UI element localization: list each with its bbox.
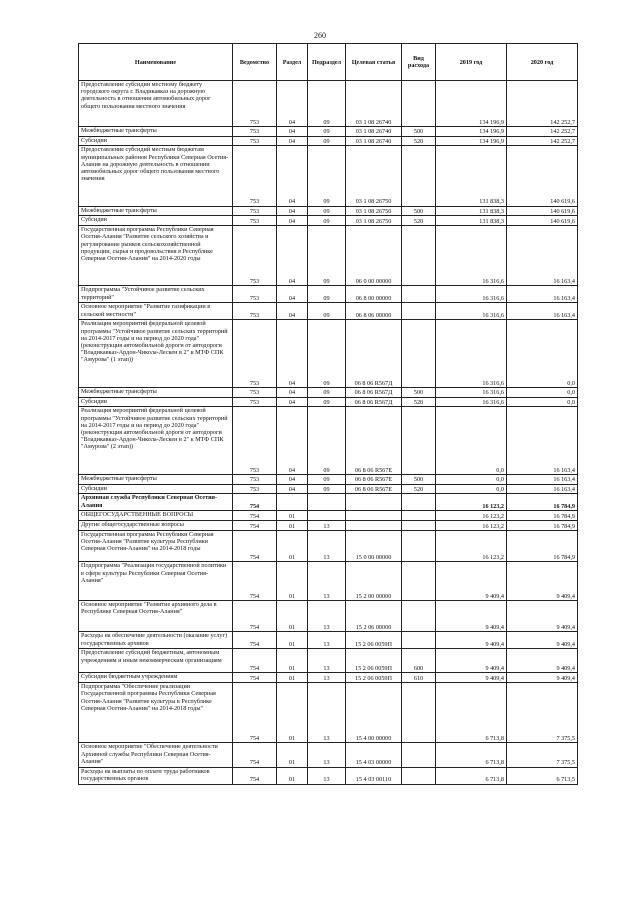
cell-amount-2019: 134 196,9: [436, 81, 507, 127]
column-header-subsection: Подраздел: [308, 44, 346, 81]
cell-amount-2020: 16 163,4: [507, 484, 578, 494]
cell-name: Подпрограмма "Обеспечение реализации Государственной программы Республики Северная Осетия-Алания "Развитие культуры в Республике Северная Осетия-Алания" на 2014-2018 годы": [79, 683, 233, 743]
cell-department: 754: [233, 494, 277, 511]
cell-target-article: 03 1 08 26740: [346, 126, 402, 136]
cell-section: 04: [277, 474, 308, 484]
column-header-department: Ведомство: [233, 44, 277, 81]
table-row: [79, 320, 578, 387]
cell-amount-2020: 9 409,4: [507, 562, 578, 601]
cell-subsection: 13: [308, 673, 346, 683]
table-row: [79, 562, 578, 601]
cell-name: ОБЩЕГОСУДАРСТВЕННЫЕ ВОПРОСЫ: [79, 511, 233, 521]
column-header-target-article: Целевая статья: [346, 44, 402, 81]
cell-name: Субсидии: [79, 484, 233, 494]
cell-subsection: 09: [308, 126, 346, 136]
cell-department: 753: [233, 303, 277, 320]
cell-department: 753: [233, 206, 277, 216]
cell-target-article: 06 8 06 R567Е: [346, 484, 402, 494]
cell-department: 753: [233, 136, 277, 146]
cell-section: 01: [277, 683, 308, 743]
cell-target-article: 06 8 06 R567Д: [346, 387, 402, 397]
cell-expense-type: 500: [402, 474, 436, 484]
cell-target-article: 03 1 08 26750: [346, 146, 402, 206]
cell-subsection: 09: [308, 136, 346, 146]
cell-subsection: 13: [308, 683, 346, 743]
cell-department: 754: [233, 632, 277, 649]
cell-amount-2020: 16 163,4: [507, 226, 578, 286]
table-header-row: [79, 44, 578, 81]
cell-amount-2019: 6 713,8: [436, 767, 507, 784]
table-row: [79, 407, 578, 474]
cell-expense-type: [402, 600, 436, 631]
cell-amount-2020: 0,0: [507, 387, 578, 397]
cell-department: 754: [233, 683, 277, 743]
cell-section: 04: [277, 484, 308, 494]
table-row: [79, 303, 578, 320]
cell-name: Подпрограмма "Реализация государственной политики в сфере культуры Республики Северная Осетия-Алания": [79, 562, 233, 601]
cell-amount-2019: 9 409,4: [436, 562, 507, 601]
cell-department: 754: [233, 649, 277, 673]
cell-department: 754: [233, 521, 277, 531]
cell-amount-2020: 16 163,4: [507, 303, 578, 320]
cell-target-article: 15 0 00 00000: [346, 530, 402, 561]
cell-section: 04: [277, 206, 308, 216]
cell-amount-2019: 16 316,6: [436, 320, 507, 387]
cell-target-article: 06 8 06 R567Е: [346, 407, 402, 474]
cell-target-article: 06 8 06 R567Д: [346, 320, 402, 387]
cell-subsection: 09: [308, 397, 346, 407]
cell-name: Субсидии: [79, 136, 233, 146]
cell-department: 753: [233, 216, 277, 226]
cell-name: Межбюджетные трансферты: [79, 387, 233, 397]
cell-department: 754: [233, 673, 277, 683]
cell-expense-type: [402, 494, 436, 511]
cell-target-article: 03 1 08 26740: [346, 136, 402, 146]
cell-amount-2019: 131 838,3: [436, 216, 507, 226]
cell-target-article: [346, 494, 402, 511]
cell-target-article: 06 8 06 R567Д: [346, 397, 402, 407]
cell-expense-type: 520: [402, 136, 436, 146]
cell-amount-2019: 16 316,6: [436, 303, 507, 320]
cell-name: Государственная программа Республики Северная Осетия-Алания "Развитие сельского хозяйства и регулирование рынков сельскохозяйственной продукции, сырья и продовольствия в Республике Северная Осетия-Алания" на 2014-2020 годы: [79, 226, 233, 286]
cell-subsection: 09: [308, 286, 346, 303]
cell-expense-type: [402, 81, 436, 127]
cell-expense-type: [402, 683, 436, 743]
column-header-year-2020: 2020 год: [507, 44, 578, 81]
cell-target-article: [346, 511, 402, 521]
cell-amount-2020: 9 409,4: [507, 649, 578, 673]
cell-department: 754: [233, 600, 277, 631]
cell-section: 01: [277, 511, 308, 521]
cell-section: 01: [277, 673, 308, 683]
cell-expense-type: [402, 407, 436, 474]
cell-expense-type: 500: [402, 206, 436, 216]
table-row: [79, 286, 578, 303]
cell-section: 04: [277, 136, 308, 146]
cell-amount-2020: 16 784,9: [507, 521, 578, 531]
cell-subsection: 09: [308, 387, 346, 397]
cell-target-article: 06 8 06 00000: [346, 303, 402, 320]
cell-section: 01: [277, 632, 308, 649]
column-header-section: Раздел: [277, 44, 308, 81]
table-row: [79, 632, 578, 649]
table-row: [79, 387, 578, 397]
cell-name: Субсидии: [79, 216, 233, 226]
cell-department: 754: [233, 767, 277, 784]
cell-amount-2020: 16 784,9: [507, 530, 578, 561]
cell-amount-2020: 9 409,4: [507, 632, 578, 649]
cell-amount-2020: 142 252,7: [507, 136, 578, 146]
column-header-year-2019: 2019 год: [436, 44, 507, 81]
table-row: [79, 673, 578, 683]
cell-amount-2020: 7 375,5: [507, 743, 578, 767]
cell-amount-2019: 16 316,6: [436, 387, 507, 397]
cell-expense-type: 610: [402, 673, 436, 683]
cell-amount-2019: 131 838,3: [436, 206, 507, 216]
cell-amount-2020: 16 784,9: [507, 511, 578, 521]
cell-department: 754: [233, 511, 277, 521]
cell-amount-2020: 142 252,7: [507, 81, 578, 127]
cell-expense-type: [402, 286, 436, 303]
cell-amount-2020: 16 163,4: [507, 286, 578, 303]
cell-target-article: 15 2 06 0059П: [346, 673, 402, 683]
table-body: [79, 81, 578, 785]
cell-name: Межбюджетные трансферты: [79, 206, 233, 216]
cell-name: Основное мероприятие "Обеспечение деятельности Архивной службы Республики Северная Осетия-Алания": [79, 743, 233, 767]
cell-subsection: 13: [308, 530, 346, 561]
cell-section: 04: [277, 387, 308, 397]
cell-amount-2019: 134 196,9: [436, 126, 507, 136]
cell-expense-type: [402, 521, 436, 531]
cell-target-article: 03 1 08 26750: [346, 216, 402, 226]
cell-department: 753: [233, 286, 277, 303]
table-row: [79, 649, 578, 673]
cell-amount-2020: 140 619,6: [507, 146, 578, 206]
cell-amount-2020: 142 252,7: [507, 126, 578, 136]
cell-section: [277, 494, 308, 511]
cell-department: 753: [233, 126, 277, 136]
cell-subsection: 13: [308, 562, 346, 601]
cell-amount-2019: 16 316,6: [436, 286, 507, 303]
cell-expense-type: 600: [402, 649, 436, 673]
cell-amount-2020: 9 409,4: [507, 600, 578, 631]
cell-name: Основное мероприятие "Развитие газификации в сельской местности": [79, 303, 233, 320]
cell-expense-type: [402, 632, 436, 649]
cell-amount-2019: 6 713,8: [436, 683, 507, 743]
cell-target-article: 03 1 08 26740: [346, 81, 402, 127]
table-row: [79, 683, 578, 743]
table-row: [79, 511, 578, 521]
cell-amount-2019: 9 409,4: [436, 673, 507, 683]
cell-expense-type: [402, 767, 436, 784]
cell-target-article: 15 2 06 0059П: [346, 649, 402, 673]
cell-section: 04: [277, 320, 308, 387]
cell-subsection: 09: [308, 226, 346, 286]
cell-amount-2020: 16 163,4: [507, 407, 578, 474]
cell-subsection: 13: [308, 600, 346, 631]
cell-subsection: [308, 511, 346, 521]
cell-target-article: 15 2 06 0059П: [346, 632, 402, 649]
cell-amount-2019: 134 196,9: [436, 136, 507, 146]
cell-amount-2019: 131 838,3: [436, 146, 507, 206]
cell-name: Субсидии: [79, 397, 233, 407]
table-row: [79, 600, 578, 631]
cell-expense-type: [402, 511, 436, 521]
cell-subsection: 09: [308, 81, 346, 127]
cell-section: 01: [277, 530, 308, 561]
cell-department: 753: [233, 474, 277, 484]
cell-target-article: 15 2 06 00000: [346, 600, 402, 631]
cell-section: 01: [277, 562, 308, 601]
table-row: [79, 226, 578, 286]
table-row: [79, 126, 578, 136]
cell-department: 753: [233, 81, 277, 127]
cell-subsection: 13: [308, 632, 346, 649]
cell-name: Архивная служба Республики Северная Осетия-Алания: [79, 494, 233, 511]
cell-amount-2019: 9 409,4: [436, 600, 507, 631]
cell-department: 754: [233, 743, 277, 767]
column-header-name: Наименование: [79, 44, 233, 81]
cell-name: Расходы на обеспечение деятельности (оказание услуг) государственных архивов: [79, 632, 233, 649]
cell-amount-2019: 0,0: [436, 484, 507, 494]
cell-amount-2019: 16 123,2: [436, 511, 507, 521]
cell-subsection: 13: [308, 521, 346, 531]
cell-section: 04: [277, 81, 308, 127]
cell-expense-type: 500: [402, 126, 436, 136]
cell-expense-type: [402, 303, 436, 320]
cell-name: Подпрограмма "Устойчивое развитие сельских территорий": [79, 286, 233, 303]
cell-name: Субсидии бюджетным учреждениям: [79, 673, 233, 683]
cell-amount-2019: 0,0: [436, 474, 507, 484]
cell-target-article: 03 1 08 26750: [346, 206, 402, 216]
cell-subsection: 13: [308, 767, 346, 784]
cell-amount-2020: 6 713,5: [507, 767, 578, 784]
cell-name: Реализация мероприятий федеральной целевой программы "Устойчивое развитие сельских территорий на 2014-2017 годы и на период до 2020 года" (реконструкция автомобильной дороги от автодороги "Владикавказ-Ардон-Чикола-Лескен в 2" к МТФ СПК "Амурова" (2 этап)): [79, 407, 233, 474]
cell-subsection: 13: [308, 649, 346, 673]
cell-amount-2019: 16 123,2: [436, 530, 507, 561]
cell-name: Основное мероприятие "Развитие архивного дела в Республике Северная Осетия-Алания": [79, 600, 233, 631]
cell-section: 01: [277, 600, 308, 631]
cell-name: Расходы на выплаты по оплате труда работников государственных органов: [79, 767, 233, 784]
cell-subsection: 09: [308, 320, 346, 387]
cell-department: 753: [233, 407, 277, 474]
table-row: [79, 474, 578, 484]
table-row: [79, 81, 578, 127]
cell-amount-2019: 16 123,2: [436, 521, 507, 531]
cell-subsection: [308, 494, 346, 511]
table-row: [79, 530, 578, 561]
cell-expense-type: 500: [402, 387, 436, 397]
cell-expense-type: 520: [402, 397, 436, 407]
cell-section: 04: [277, 126, 308, 136]
cell-subsection: 09: [308, 484, 346, 494]
cell-amount-2020: 7 375,5: [507, 683, 578, 743]
column-header-expense-type: Вид расхода: [402, 44, 436, 81]
table-row: [79, 146, 578, 206]
cell-target-article: 06 8 00 00000: [346, 286, 402, 303]
cell-section: 01: [277, 649, 308, 673]
table-row: [79, 484, 578, 494]
cell-name: Предоставление субсидий местным бюджетам муниципальных районов Республики Северная Осетия-Алания на дорожную деятельность в отношении автомобильных дорог общего пользования местного значения: [79, 146, 233, 206]
cell-department: 753: [233, 146, 277, 206]
cell-amount-2020: 140 619,6: [507, 216, 578, 226]
cell-subsection: 09: [308, 407, 346, 474]
cell-subsection: 13: [308, 743, 346, 767]
cell-subsection: 09: [308, 206, 346, 216]
cell-amount-2019: 9 409,4: [436, 632, 507, 649]
cell-section: 01: [277, 743, 308, 767]
cell-name: Другие общегосударственные вопросы: [79, 521, 233, 531]
cell-section: 04: [277, 303, 308, 320]
cell-amount-2019: 16 123,2: [436, 494, 507, 511]
cell-department: 753: [233, 397, 277, 407]
cell-name: Предоставление субсидии местному бюджету городского округа г. Владикавказ на дорожную деятельность в отношении автомобильных дорог общего пользования местного значения: [79, 81, 233, 127]
cell-target-article: 15 2 00 00000: [346, 562, 402, 601]
cell-target-article: 15 4 00 00000: [346, 683, 402, 743]
cell-expense-type: [402, 743, 436, 767]
cell-department: 754: [233, 562, 277, 601]
table-row: [79, 494, 578, 511]
cell-section: 01: [277, 767, 308, 784]
cell-department: 753: [233, 226, 277, 286]
cell-department: 753: [233, 387, 277, 397]
table-row: [79, 136, 578, 146]
cell-expense-type: [402, 320, 436, 387]
cell-expense-type: 520: [402, 484, 436, 494]
table-row: [79, 397, 578, 407]
cell-amount-2019: 0,0: [436, 407, 507, 474]
cell-subsection: 09: [308, 216, 346, 226]
cell-target-article: 15 4 03 00000: [346, 743, 402, 767]
table-row: [79, 216, 578, 226]
cell-target-article: 06 8 06 R567Е: [346, 474, 402, 484]
cell-section: 04: [277, 146, 308, 206]
cell-section: 04: [277, 286, 308, 303]
cell-expense-type: [402, 146, 436, 206]
cell-amount-2020: 16 784,9: [507, 494, 578, 511]
cell-subsection: 09: [308, 146, 346, 206]
cell-amount-2020: 0,0: [507, 320, 578, 387]
cell-target-article: 06 0 00 00000: [346, 226, 402, 286]
table-row: [79, 767, 578, 784]
cell-amount-2019: 16 316,6: [436, 226, 507, 286]
cell-amount-2019: 9 409,4: [436, 649, 507, 673]
cell-amount-2020: 9 409,4: [507, 673, 578, 683]
cell-section: 04: [277, 226, 308, 286]
cell-section: 04: [277, 397, 308, 407]
budget-table: [78, 43, 578, 785]
cell-target-article: 15 4 03 00110: [346, 767, 402, 784]
cell-name: Государственная программа Республики Северная Осетия-Алания "Развитие культуры Республики Северная Осетия-Алания" на 2014-2018 годы: [79, 530, 233, 561]
cell-amount-2020: 140 619,6: [507, 206, 578, 216]
cell-department: 753: [233, 484, 277, 494]
cell-expense-type: [402, 226, 436, 286]
page-number: 260: [314, 31, 326, 40]
cell-section: 04: [277, 407, 308, 474]
cell-target-article: [346, 521, 402, 531]
cell-name: Межбюджетные трансферты: [79, 126, 233, 136]
table-row: [79, 521, 578, 531]
cell-section: 04: [277, 216, 308, 226]
cell-department: 754: [233, 530, 277, 561]
cell-amount-2020: 0,0: [507, 397, 578, 407]
cell-expense-type: [402, 562, 436, 601]
cell-section: 01: [277, 521, 308, 531]
cell-subsection: 09: [308, 474, 346, 484]
table-row: [79, 206, 578, 216]
cell-expense-type: [402, 530, 436, 561]
cell-amount-2019: 6 713,8: [436, 743, 507, 767]
cell-name: Предоставление субсидий бюджетным, автономным учреждениям и иным некоммерческим организациям: [79, 649, 233, 673]
cell-department: 753: [233, 320, 277, 387]
cell-amount-2019: 16 316,6: [436, 397, 507, 407]
cell-name: Реализация мероприятий федеральной целевой программы "Устойчивое развитие сельских территорий на 2014-2017 годы и на период до 2020 года" (реконструкция автомобильной дороги от автодороги "Владикавказ-Ардон-Чикола-Лескен в 2" к МТФ СПК "Амурова" (1 этап)): [79, 320, 233, 387]
cell-amount-2020: 16 163,4: [507, 474, 578, 484]
cell-name: Межбюджетные трансферты: [79, 474, 233, 484]
table-row: [79, 743, 578, 767]
cell-expense-type: 520: [402, 216, 436, 226]
cell-subsection: 09: [308, 303, 346, 320]
